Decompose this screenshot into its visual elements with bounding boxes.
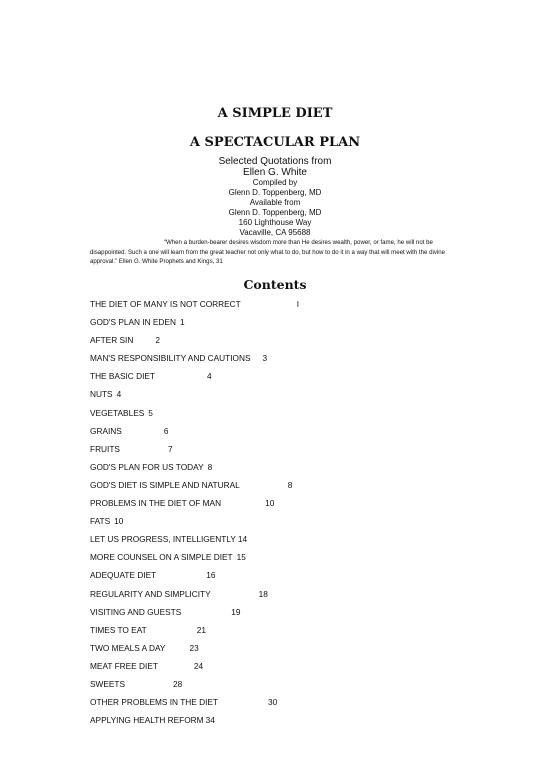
toc-entry [90, 693, 470, 711]
toc-entry-title: FATS [90, 516, 111, 527]
toc-entry-page: 28 [173, 678, 183, 689]
main-title: A SIMPLE DIET [217, 106, 333, 121]
toc-entry-title: VEGETABLES [90, 407, 145, 418]
toc-entry-title: GOD'S PLAN FOR US TODAY [90, 461, 204, 472]
toc-entry [90, 548, 470, 566]
epigraph-quote: “When a burden-bearer desires wisdom more than He desires wealth, power, or fame, he will not be disappointed. Such a one will learn from the great teacher not only what to do, but how to do it in a way that will meet with the divine approval.” Ellen G. White Prophets and Kings, 31 [90, 239, 445, 265]
toc-entry-page: 1 [179, 317, 185, 328]
toc-entry-title: THE BASIC DIET [90, 371, 156, 382]
toc-entry [90, 621, 470, 639]
toc-entry-title: MAN'S RESPONSIBILITY AND CAUTIONS [90, 353, 251, 364]
toc-entry-page: 2 [155, 335, 160, 346]
toc-entry-page: 10 [114, 516, 124, 527]
toc-entry-page: 3 [262, 353, 268, 364]
toc-entry-page: 6 [163, 425, 169, 436]
toc-entry [90, 385, 470, 403]
toc-entry-title: NUTS [90, 389, 113, 400]
publication-info [0, 156, 550, 238]
toc-entry [90, 639, 470, 657]
toc-entry-title: GRAINS [90, 425, 122, 436]
toc-entry [90, 295, 470, 313]
toc-entry-page: 19 [231, 606, 241, 617]
toc-entry-page: 10 [265, 498, 275, 509]
toc-entry-title: SWEETS [90, 678, 126, 689]
toc-entry-page: 7 [167, 443, 173, 454]
toc-entry [90, 657, 470, 675]
toc-entry-title: TIMES TO EAT [90, 624, 147, 635]
toc-entry [90, 476, 470, 494]
toc-entry-title: AFTER SIN [90, 335, 134, 346]
info-line: Available from [249, 198, 301, 207]
toc-entry-page: 15 [236, 552, 246, 563]
toc-entry-title: MORE COUNSEL ON A SIMPLE DIET [90, 552, 233, 563]
table-of-contents [90, 295, 470, 729]
toc-entry-title: ADEQUATE DIET [90, 570, 157, 581]
address-city: Vacaville, CA 95688 [239, 228, 311, 237]
toc-entry-page: 21 [196, 624, 206, 635]
toc-entry-page: 14 [237, 534, 248, 545]
address-street: 160 Lighthouse Way [238, 218, 312, 227]
toc-entry [90, 566, 470, 584]
toc-entry-title: OTHER PROBLEMS IN THE DIET [90, 697, 219, 708]
toc-entry-page: 30 [268, 697, 278, 708]
toc-entry [90, 494, 470, 512]
toc-entry-page: 4 [207, 371, 212, 382]
toc-entry [90, 313, 470, 331]
toc-entry-title: THE DIET OF MANY IS NOT CORRECT [90, 299, 241, 309]
toc-entry-title: GOD'S PLAN IN EDEN [90, 317, 176, 328]
toc-entry [90, 603, 470, 621]
toc-entry [90, 422, 470, 440]
toc-entry-title: TWO MEALS A DAY [90, 642, 166, 653]
toc-entry-page: 5 [148, 407, 153, 418]
toc-entry [90, 585, 470, 603]
toc-entry-page: 34 [205, 715, 215, 726]
toc-entry-title: PROBLEMS IN THE DIET OF MAN [90, 498, 222, 509]
toc-entry-page: 18 [258, 588, 268, 599]
toc-entry-page: 8 [207, 461, 213, 472]
subtitle-line: Selected Quotations from [218, 156, 332, 167]
toc-entry [90, 458, 470, 476]
toc-entry-page: I [296, 299, 300, 309]
toc-entry [90, 675, 470, 693]
toc-entry-title: APPLYING HEALTH REFORM [90, 715, 204, 726]
compiler-name: Glenn D. Toppenberg, MD [228, 188, 322, 197]
toc-entry-title: VISITING AND GUESTS [90, 606, 182, 617]
toc-entry-page: 16 [206, 570, 216, 581]
toc-entry [90, 530, 470, 548]
author-name: Ellen G. White [243, 167, 307, 178]
toc-entry-page: 23 [189, 642, 199, 653]
toc-entry [90, 512, 470, 530]
toc-entry-page: 24 [193, 660, 204, 671]
toc-entry-title: LET US PROGRESS, INTELLIGENTLY [90, 534, 236, 545]
publisher-name: Glenn D. Toppenberg, MD [228, 208, 322, 217]
toc-entry-title: REGULARITY AND SIMPLICITY [90, 588, 211, 599]
toc-entry [90, 367, 470, 385]
toc-entry-title: FRUITS [90, 443, 120, 454]
toc-entry [90, 349, 470, 367]
info-line: Compiled by [252, 178, 298, 187]
subtitle-title: A SPECTACULAR PLAN [189, 135, 361, 150]
toc-entry [90, 711, 470, 729]
toc-entry [90, 440, 470, 458]
toc-entry [90, 404, 470, 422]
contents-heading: Contents [243, 277, 307, 292]
toc-entry-page: 8 [287, 479, 293, 490]
toc-entry [90, 331, 470, 349]
toc-entry-title: MEAT FREE DIET [90, 660, 158, 671]
toc-entry-title: GOD'S DIET IS SIMPLE AND NATURAL [90, 479, 240, 490]
toc-entry-page: 4 [116, 389, 122, 400]
